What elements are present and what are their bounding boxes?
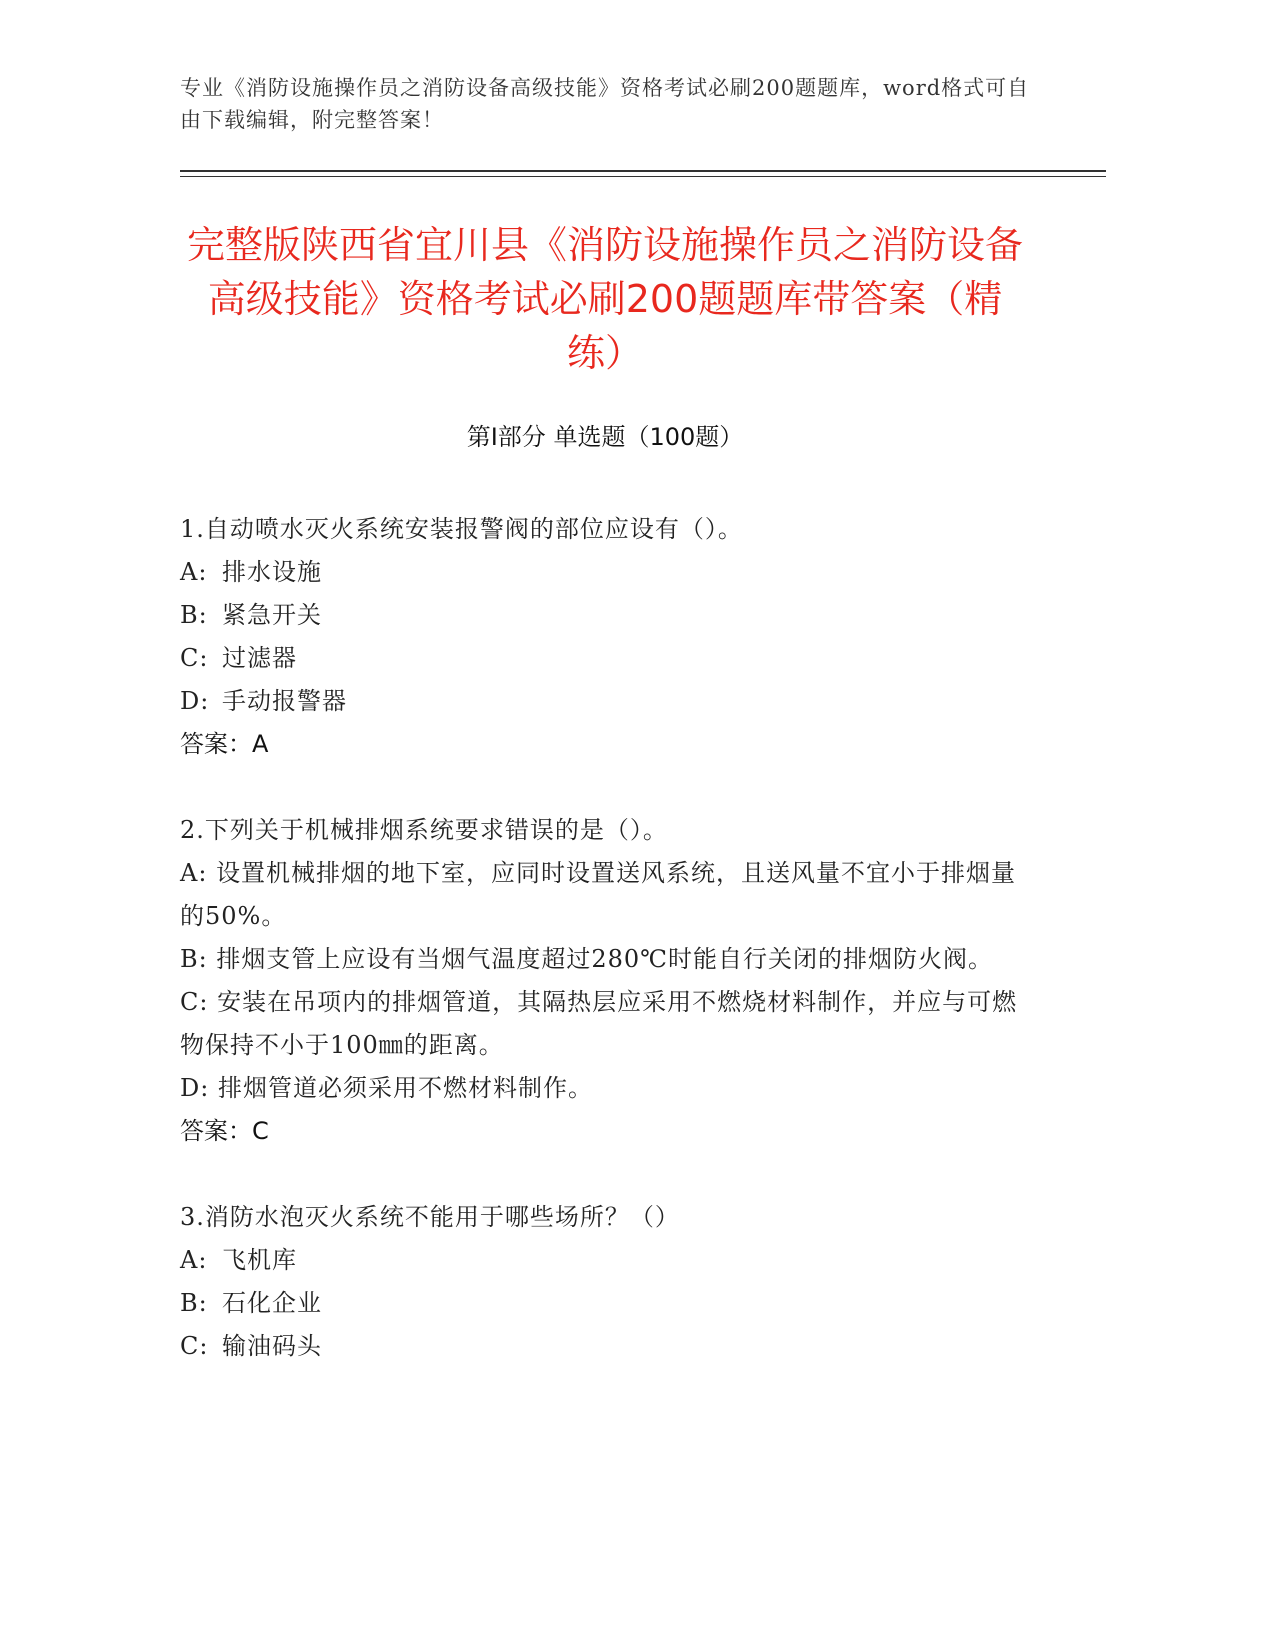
option-d [180,680,1030,723]
question-stem: 2.下列关于机械排烟系统要求错误的是（）。 [180,816,668,844]
question-3 [180,1196,1030,1368]
option-key: C: [180,988,209,1016]
option-key: B: [180,1289,208,1317]
option-d [180,1067,1030,1110]
question-list [180,508,1030,1411]
option-key: B: [180,945,208,973]
header-note: 专业《消防设施操作员之消防设备高级技能》资格考试必刷200题题库，word格式可自由下载编辑，附完整答案！ [180,76,1030,132]
option-a [180,852,1030,938]
question-1 [180,508,1030,766]
option-text: 飞机库 [222,1246,297,1274]
option-key: B: [180,601,208,629]
option-key: D: [180,1074,210,1102]
header-divider-thin [180,176,1106,177]
option-key: A: [180,859,208,887]
option-b [180,594,1030,637]
option-a [180,1239,1030,1282]
option-b [180,938,1030,981]
option-key: A: [180,558,208,586]
option-key: C: [180,1332,209,1360]
option-text: 紧急开关 [222,601,322,629]
option-text: 设置机械排烟的地下室，应同时设置送风系统，且送风量不宜小于排烟量的50%。 [180,859,1017,930]
option-key: D: [180,687,210,715]
option-c [180,981,1030,1067]
option-text: 排烟管道必须采用不燃材料制作。 [217,1074,593,1102]
option-text: 排烟支管上应设有当烟气温度超过280℃时能自行关闭的排烟防火阀。 [216,945,994,973]
answer: 答案：C [180,1117,269,1145]
option-text: 过滤器 [222,644,297,672]
question-2 [180,809,1030,1153]
answer: 答案：A [180,730,269,758]
option-key: A: [180,1246,208,1274]
option-key: C: [180,644,209,672]
option-text: 排水设施 [222,558,322,586]
question-stem: 1.自动喷水灭火系统安装报警阀的部位应设有（）。 [180,515,743,543]
section-title: 第Ⅰ部分 单选题（100题） [466,423,744,451]
document-title: 完整版陕西省宜川县《消防设施操作员之消防设备高级技能》资格考试必刷200题题库带答案（精练） [186,223,1023,375]
header-divider-thick [180,170,1106,172]
option-text: 石化企业 [222,1289,322,1317]
option-b [180,1282,1030,1325]
option-c [180,1325,1030,1368]
option-text: 输油码头 [222,1332,322,1360]
option-text: 手动报警器 [222,687,347,715]
option-c [180,637,1030,680]
option-text: 安装在吊项内的排烟管道，其隔热层应采用不燃烧材料制作，并应与可燃物保持不小于100㎜的距离。 [180,988,1018,1059]
question-stem: 3.消防水泡灭火系统不能用于哪些场所？（） [180,1203,680,1231]
option-a [180,551,1030,594]
